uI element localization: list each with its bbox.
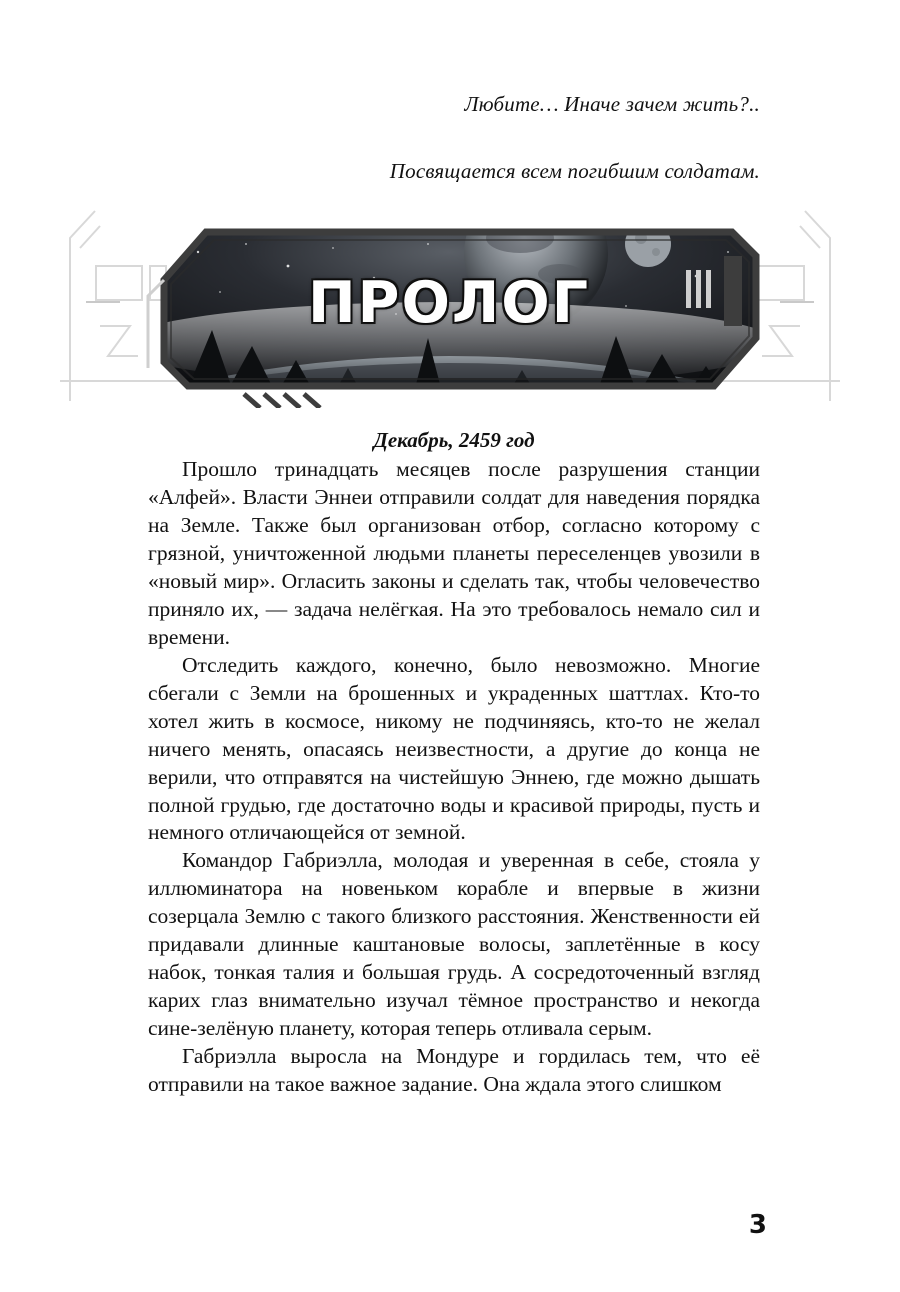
book-page <box>0 92 900 1292</box>
chapter-banner-plate <box>128 218 770 408</box>
dateline: Декабрь, 2459 год <box>373 428 535 452</box>
paragraph-3: Командор Габриэлла, молодая и уверенная в себе, стояла у иллюминатора на новеньком корабле и впервые в жизни созерцала Землю с такого близкого расстояния. Женственности ей придавали длинные каштановые волосы, заплетённые в косу набок, тонкая талия и большая грудь. А сосредоточенный взгляд карих глаз внимательно изучал тёмное пространство и некогда сине-зелёную планету, которая теперь отливала серым. <box>148 848 760 1041</box>
epigraph-line-1: Любите… Иначе зачем жить?.. <box>464 92 760 116</box>
body-text <box>148 427 760 1099</box>
epigraph-line-2: Посвящается всем погибшим солдатам. <box>389 159 760 183</box>
page-number: 3 <box>748 1210 768 1240</box>
paragraph-1: Прошло тринадцать месяцев после разрушения станции «Алфей». Власти Эннеи отправили солдат для наведения порядка на Земле. Также был организован отбор, согласно которому с грязной, уничтоженной людьми планеты переселенцев увозили в «новый мир». Огласить законы и сделать так, чтобы человечество приняло их, — задача нелёгкая. На это требовалось немало сил и времени. <box>148 457 760 649</box>
chapter-banner <box>0 206 900 421</box>
paragraph-2: Отследить каждого, конечно, было невозможно. Многие сбегали с Земли на брошенных и украденных шаттлах. Кто-то хотел жить в космосе, никому не подчиняясь, кто-то не желал ничего менять, опасаясь неизвестности, а другие до конца не верили, что отправятся на чистейшую Эннею, где можно дышать полной грудью, где достаточно воды и красивой природы, пусть и немного отличающейся от земной. <box>148 652 760 845</box>
paragraph-4: Габриэлла выросла на Мондуре и гордилась тем, что её отправили на такое важное задание. Она ждала этого слишком <box>148 1043 760 1096</box>
chapter-title: ПРОЛОГ <box>307 270 591 336</box>
